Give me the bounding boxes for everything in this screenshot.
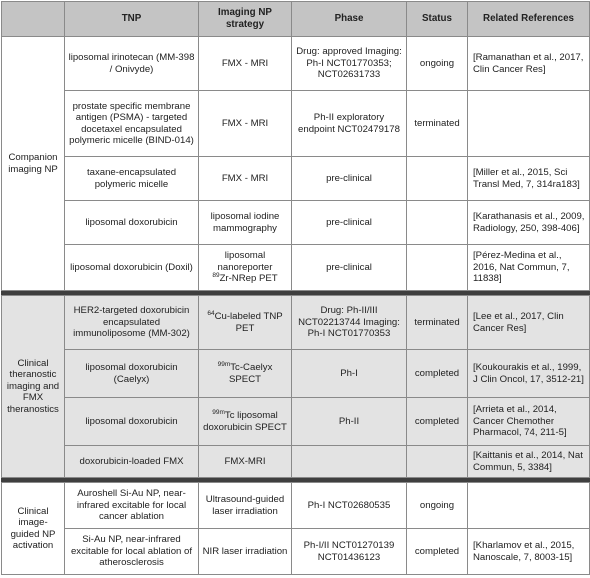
table-row <box>2 245 590 291</box>
tnp-cell: liposomal irinotecan (MM-398 / Onivyde) <box>65 37 199 91</box>
category-cell: Clinical image-guided NP activation <box>2 483 65 575</box>
status-cell: terminated <box>407 296 468 350</box>
strategy-cell: FMX - MRI <box>199 37 292 91</box>
strategy-cell <box>199 350 292 398</box>
tnp-cell: Auroshell Si-Au NP, near-infrared excitable for local cancer ablation <box>65 483 199 529</box>
phase-cell: Ph-I NCT02680535 <box>292 483 407 529</box>
header-tnp: TNP <box>65 2 199 37</box>
references-cell: [Lee et al., 2017, Clin Cancer Res] <box>468 296 590 350</box>
references-cell: [Ramanathan et al., 2017, Clin Cancer Res] <box>468 37 590 91</box>
phase-cell: Drug: approved Imaging: Ph-I NCT01770353; NCT02631733 <box>292 37 407 91</box>
status-cell <box>407 201 468 245</box>
references-cell: [Kharlamov et al., 2015, Nanoscale, 7, 8003-15] <box>468 529 590 575</box>
phase-cell: Ph-II exploratory endpoint NCT02479178 <box>292 91 407 157</box>
status-cell: ongoing <box>407 37 468 91</box>
tnp-cell: HER2-targeted doxorubicin encapsulated immunoliposome (MM-302) <box>65 296 199 350</box>
references-cell: [Karathanasis et al., 2009, Radiology, 250, 398-406] <box>468 201 590 245</box>
status-cell: terminated <box>407 91 468 157</box>
status-cell: completed <box>407 398 468 446</box>
references-cell: [Pérez-Medina et al., 2016, Nat Commun, 7, 11838] <box>468 245 590 291</box>
tnp-cell: doxorubicin-loaded FMX <box>65 446 199 478</box>
strategy-text: Tc-Caelyx SPECT <box>229 362 273 385</box>
table-row <box>2 201 590 245</box>
references-cell <box>468 483 590 529</box>
tnp-cell: Si-Au NP, near-infrared excitable for local ablation of atherosclerosis <box>65 529 199 575</box>
phase-cell: Ph-I/II NCT01270139 NCT01436123 <box>292 529 407 575</box>
phase-cell: Ph-I <box>292 350 407 398</box>
phase-cell: pre-clinical <box>292 245 407 291</box>
header-imaging-strategy: Imaging NP strategy <box>199 2 292 37</box>
tnp-cell: liposomal doxorubicin (Doxil) <box>65 245 199 291</box>
strategy-text: Tc liposomal doxorubicin SPECT <box>203 410 287 433</box>
phase-cell: Drug: Ph-II/III NCT02213744 Imaging: Ph-I NCT01770353 <box>292 296 407 350</box>
strategy-text: liposomal nanoreporter <box>217 250 273 273</box>
references-cell <box>468 91 590 157</box>
category-cell: Companion imaging NP <box>2 37 65 291</box>
strategy-cell: FMX - MRI <box>199 91 292 157</box>
status-cell <box>407 245 468 291</box>
references-cell: [Kaittanis et al., 2014, Nat Commun, 5, 3384] <box>468 446 590 478</box>
tnp-cell: liposomal doxorubicin <box>65 398 199 446</box>
strategy-cell: Ultrasound-guided laser irradiation <box>199 483 292 529</box>
references-cell: [Arrieta et al., 2014, Cancer Chemother Pharmacol, 74, 211-5] <box>468 398 590 446</box>
phase-cell <box>292 446 407 478</box>
isotope-superscript: 99m <box>212 408 225 416</box>
theranostic-nanoparticle-table <box>1 1 590 575</box>
strategy-cell: liposomal iodine mammography <box>199 201 292 245</box>
references-cell: [Koukourakis et al., 1999, J Clin Oncol, 17, 3512-21] <box>468 350 590 398</box>
status-cell: completed <box>407 529 468 575</box>
isotope-superscript: 99m <box>217 360 231 368</box>
header-row <box>2 2 590 37</box>
strategy-cell: FMX - MRI <box>199 157 292 201</box>
tnp-cell: liposomal doxorubicin (Caelyx) <box>65 350 199 398</box>
status-cell: completed <box>407 350 468 398</box>
phase-cell: pre-clinical <box>292 201 407 245</box>
table-row <box>2 398 590 446</box>
status-cell: ongoing <box>407 483 468 529</box>
header-status: Status <box>407 2 468 37</box>
table-row <box>2 157 590 201</box>
phase-cell: Ph-II <box>292 398 407 446</box>
status-cell <box>407 446 468 478</box>
strategy-text: Cu-labeled TNP PET <box>214 311 283 334</box>
phase-cell: pre-clinical <box>292 157 407 201</box>
strategy-cell <box>199 245 292 291</box>
table-row <box>2 529 590 575</box>
header-phase: Phase <box>292 2 407 37</box>
header-references: Related References <box>468 2 590 37</box>
strategy-cell: NIR laser irradiation <box>199 529 292 575</box>
tnp-cell: prostate specific membrane antigen (PSMA) - targeted docetaxel encapsulated polymeric micelle (BIND-014) <box>65 91 199 157</box>
table-row <box>2 37 590 91</box>
tnp-cell: liposomal doxorubicin <box>65 201 199 245</box>
strategy-cell <box>199 296 292 350</box>
table-row <box>2 483 590 529</box>
table-row <box>2 446 590 478</box>
strategy-text: Zr-NRep PET <box>219 273 278 285</box>
isotope-superscript: 89 <box>212 272 220 280</box>
references-cell: [Miller et al., 2015, Sci Transl Med, 7, 314ra183] <box>468 157 590 201</box>
status-cell <box>407 157 468 201</box>
strategy-cell: FMX-MRI <box>199 446 292 478</box>
tnp-cell: taxane-encapsulated polymeric micelle <box>65 157 199 201</box>
table-row <box>2 296 590 350</box>
table-row <box>2 91 590 157</box>
table-row <box>2 350 590 398</box>
isotope-superscript: 64 <box>207 309 215 317</box>
category-cell: Clinical theranostic imaging and FMX theranostics <box>2 296 65 478</box>
strategy-cell <box>199 398 292 446</box>
header-category <box>2 2 65 37</box>
